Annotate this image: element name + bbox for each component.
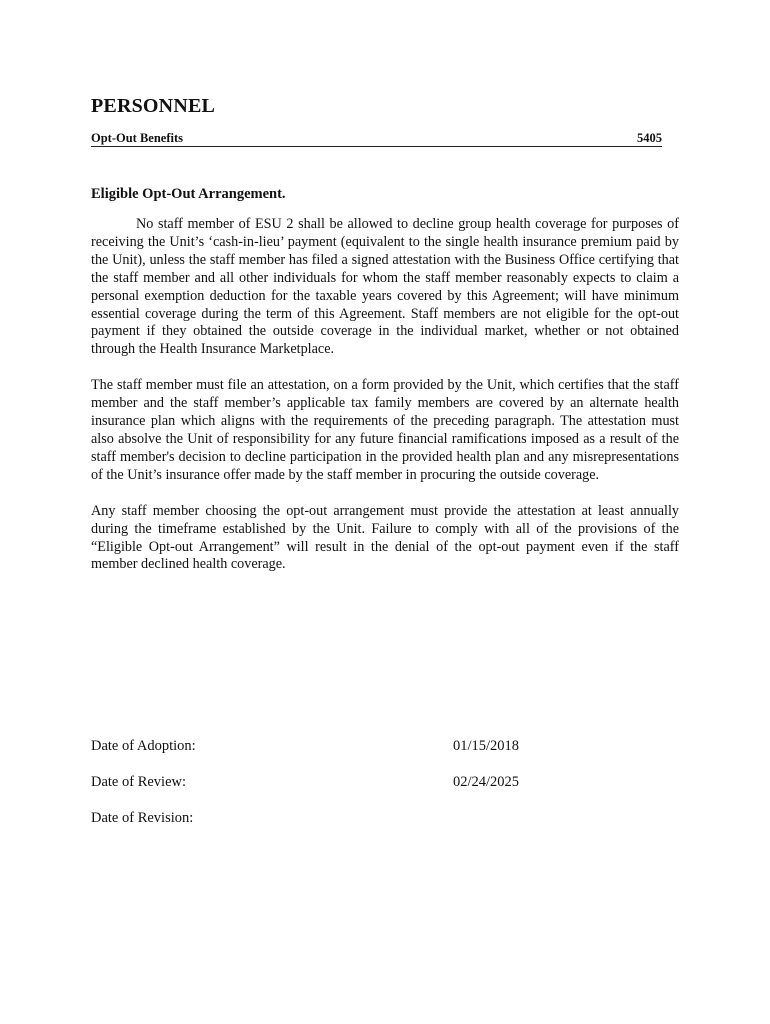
paragraph-3: Any staff member choosing the opt-out arrangement must provide the attestation at least annually during the timeframe established by the Unit. Failure to comply with all of the provisions of the “Eligible Opt-out Arrangement” will result in the denial of the opt-out payment even if the staff member declined health coverage. (91, 502, 679, 573)
section-title: PERSONNEL (91, 95, 216, 117)
paragraph-1: No staff member of ESU 2 shall be allowed to decline group health coverage for purposes of receiving the Unit’s ‘cash-in-lieu’ payment (equivalent to the single health insurance premium paid by the Unit), unless the staff member has filed a signed attestation with the Business Office certifying that the staff member and all other individuals for whom the staff member reasonably expects to claim a personal exemption deduction for the taxable years covered by this Agreement; will have minimum essential coverage during the term of this Agreement. Staff members are not eligible for the opt-out payment if they obtained the outside coverage in the individual market, whether or not obtained through the Health Insurance Marketplace. (91, 216, 679, 358)
revision-row (91, 809, 591, 827)
review-row (91, 773, 591, 791)
adoption-value: 01/15/2018 (453, 738, 520, 754)
adoption-label: Date of Adoption: (91, 738, 196, 754)
document-page (91, 94, 679, 574)
review-value: 02/24/2025 (453, 774, 520, 790)
dates-block (91, 737, 591, 845)
policy-number: 5405 (637, 131, 662, 145)
policy-title: Opt-Out Benefits (91, 131, 184, 145)
revision-label: Date of Revision: (91, 810, 194, 826)
review-label: Date of Review: (91, 774, 187, 790)
policy-header-line (91, 131, 662, 147)
paragraph-2: The staff member must file an attestation, on a form provided by the Unit, which certifies that the staff member and the staff member’s applicable tax family members are covered by an alternate health insurance plan which aligns with the requirements of the preceding paragraph. The attestation must also absolve the Unit of responsibility for any future financial ramifications imposed as a result of the staff member's decision to decline participation in the provided health plan and any misrepresentations of the Unit’s insurance offer made by the staff member in procuring the outside coverage. (91, 377, 679, 483)
subsection-heading: Eligible Opt-Out Arrangement. (91, 186, 286, 202)
adoption-row (91, 737, 591, 755)
